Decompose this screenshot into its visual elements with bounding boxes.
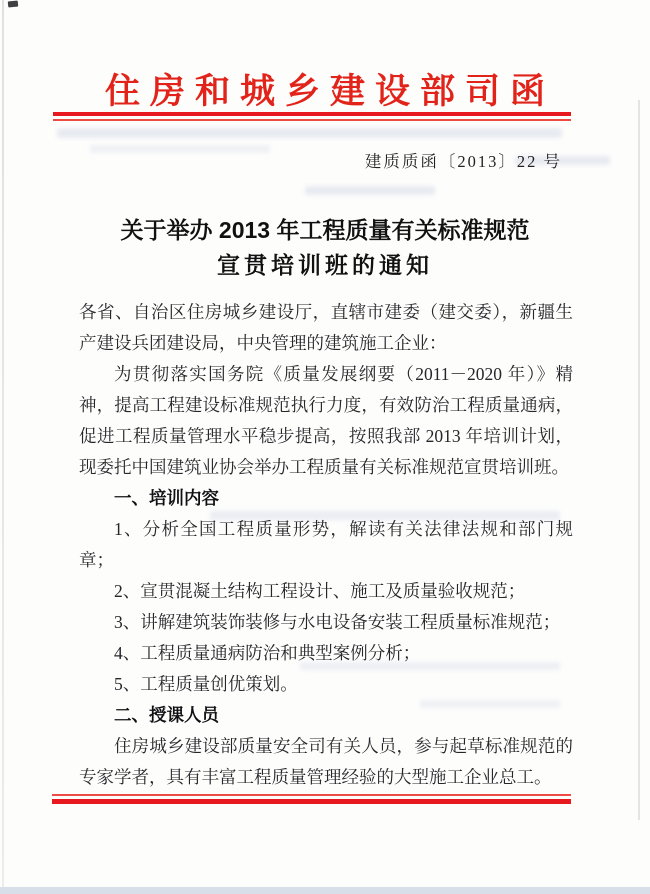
letterhead-double-rule (53, 112, 571, 121)
section-2-paragraph: 住房城乡建设部质量安全司有关人员，参与起草标准规范的专家学者，具有丰富工程质量管理经验的大型施工企业总工。 (79, 736, 573, 787)
bleedthrough-artifact (305, 186, 435, 195)
document-title-line-1: 关于举办 2013 年工程质量有关标准规范 (120, 217, 530, 243)
rule-thick-bar (53, 112, 571, 116)
rule-thin-bar (53, 119, 571, 121)
section-2-heading: 二、授课人员 (114, 705, 219, 725)
section-1-item: 5、工程质量创优策划。 (114, 674, 298, 694)
section-1-item: 2、宣贯混凝土结构工程设计、施工及质量验收规范； (114, 581, 526, 601)
section-1-item: 1、分析全国工程质量形势，解读有关法律法规和部门规章； (79, 519, 573, 570)
intro-paragraph: 为贯彻落实国务院《质量发展纲要（2011－2020 年）》精神，提高工程建设标准规范执行力度，有效防治工程质量通病，促进工程质量管理水平稳步提高，按照我部 2013 年培训计划，现委托中国建筑业协会举办工程质量有关标准规范宣贯培训班。 (79, 364, 573, 477)
section-1-item: 3、讲解建筑装饰装修与水电设备安装工程质量标准规范； (114, 612, 561, 632)
recipients-paragraph: 各省、自治区住房城乡建设厅，直辖市建委（建交委），新疆生产建设兵团建设局，中央管理的建筑施工企业： (79, 302, 573, 353)
document-title-line-2: 宣贯培训班的通知 (217, 252, 433, 278)
letterhead-title: 住房和城乡建设部司函 (104, 72, 555, 111)
scan-corner-mark (8, 0, 19, 7)
document-reference-number: 建质质函〔2013〕22 号 (364, 152, 562, 171)
rule-thin-bar (52, 794, 571, 796)
scan-left-edge (2, 0, 4, 894)
scan-bottom-edge (0, 887, 650, 894)
section-1-heading: 一、培训内容 (114, 488, 219, 508)
section-1-item: 4、工程质量通病防治和典型案例分析； (114, 643, 421, 663)
bleedthrough-artifact (90, 145, 270, 153)
scan-right-edge (638, 100, 640, 820)
document-title (0, 213, 650, 283)
letter-body (79, 297, 573, 793)
rule-thick-bar (52, 799, 571, 804)
footer-double-rule (52, 794, 571, 804)
bleedthrough-artifact (57, 128, 562, 138)
